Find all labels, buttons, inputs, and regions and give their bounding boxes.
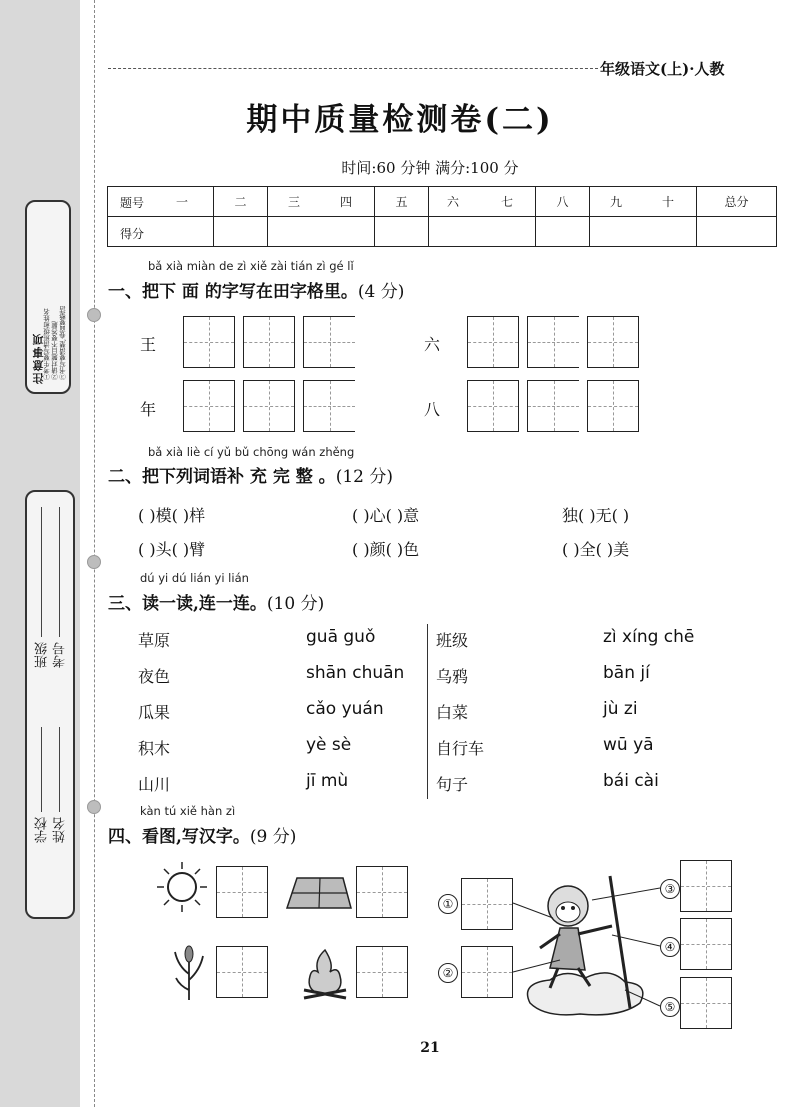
- col-10: 十: [662, 195, 675, 209]
- header-subject: 年级语文(上)·人教: [600, 60, 725, 78]
- idiom-blank[interactable]: ( )模( )样: [138, 506, 206, 525]
- exam-number-label: 考号: [53, 642, 68, 668]
- section4-pinyin: kàn tú xiě hàn zì: [140, 804, 236, 818]
- match-pinyin[interactable]: wū yā: [603, 735, 654, 755]
- section1-heading-text: 一、把下 面 的字写在田字格里。: [108, 282, 358, 302]
- col-1: 一: [176, 195, 189, 209]
- col-6: 六: [447, 195, 460, 209]
- match-word[interactable]: 白菜: [436, 703, 469, 722]
- match-word[interactable]: 句子: [436, 775, 469, 794]
- section1-pinyin: bǎ xià miàn de zì xiě zài tián zì gé lǐ: [148, 259, 354, 273]
- label-2: ②: [438, 963, 458, 983]
- picture-answer-box[interactable]: [461, 946, 513, 998]
- col-5: 五: [375, 187, 429, 217]
- copy-char-3: 年: [140, 400, 157, 419]
- match-word[interactable]: 自行车: [436, 739, 485, 758]
- match-word[interactable]: 夜色: [138, 667, 171, 686]
- note-item: ①考生要写清班级和姓名: [43, 308, 51, 380]
- label-4: ④: [660, 937, 680, 957]
- match-pinyin[interactable]: cǎo yuán: [306, 699, 384, 719]
- idiom-blank[interactable]: ( )心( )意: [352, 506, 420, 525]
- section3-heading-text: 三、读一读,连一连。: [108, 594, 267, 614]
- match-pinyin[interactable]: bān jí: [603, 663, 650, 683]
- match-word[interactable]: 山川: [138, 775, 171, 794]
- picture-answer-box[interactable]: [680, 918, 732, 970]
- section2-heading-text: 二、把下列词语补 充 完 整 。: [108, 467, 336, 487]
- page-number: 21: [420, 1040, 440, 1056]
- match-pinyin[interactable]: jī mù: [306, 771, 349, 791]
- section4-heading-text: 四、看图,写汉字。: [108, 827, 250, 847]
- label-3: ③: [660, 879, 680, 899]
- col-7: 七: [501, 195, 514, 209]
- section1-points: (4 分): [357, 282, 405, 302]
- exam-time-score: 时间:60 分钟 满分:100 分: [341, 159, 519, 177]
- row-label-question: 题号: [120, 196, 145, 210]
- match-pinyin[interactable]: zì xíng chē: [603, 627, 695, 647]
- picture-answer-box[interactable]: [680, 977, 732, 1029]
- label-5: ⑤: [660, 997, 680, 1017]
- note-item: ③书写要清楚,卷面要整洁: [59, 306, 67, 380]
- match-word[interactable]: 乌鸦: [436, 667, 469, 686]
- idiom-blank[interactable]: ( )头( )臂: [138, 540, 206, 559]
- match-word[interactable]: 草原: [138, 631, 171, 650]
- notes-title: 注意事项: [32, 332, 45, 384]
- copy-char-2: 六: [424, 335, 441, 354]
- match-pinyin[interactable]: jù zi: [603, 699, 638, 719]
- label-1: ①: [438, 894, 458, 914]
- idiom-blank[interactable]: ( )全( )美: [562, 540, 630, 559]
- copy-char-4: 八: [424, 400, 441, 419]
- col-total: 总分: [697, 187, 777, 217]
- col-4: 四: [340, 195, 353, 209]
- section3-pinyin: dú yi dú lián yi lián: [140, 571, 249, 585]
- col-9: 九: [610, 195, 623, 209]
- idiom-blank[interactable]: ( )颜( )色: [352, 540, 420, 559]
- name-label: 姓名: [53, 817, 68, 843]
- picture-answer-box[interactable]: [461, 878, 513, 930]
- match-pinyin[interactable]: yè sè: [306, 735, 352, 755]
- class-label: 班级: [35, 642, 50, 668]
- school-label: 学校: [35, 817, 50, 843]
- section2-points: (12 分): [335, 467, 393, 487]
- match-pinyin[interactable]: guā guǒ: [306, 627, 376, 647]
- col-3: 三: [288, 195, 301, 209]
- picture-answer-box[interactable]: [680, 860, 732, 912]
- row-label-score: 得分: [120, 227, 145, 241]
- section3-points: (10 分): [266, 594, 325, 614]
- match-pinyin[interactable]: shān chuān: [306, 663, 405, 683]
- match-word[interactable]: 积木: [138, 739, 171, 758]
- section2-pinyin: bǎ xià liè cí yǔ bǔ chōng wán zhěng: [148, 445, 355, 459]
- copy-char-1: 王: [140, 335, 157, 354]
- match-pinyin[interactable]: bái cài: [603, 771, 659, 791]
- match-word[interactable]: 瓜果: [138, 703, 171, 722]
- page-title: 期中质量检测卷(二): [246, 102, 554, 138]
- match-word[interactable]: 班级: [436, 631, 469, 650]
- note-item: ②请对题目不要答题: [51, 321, 59, 380]
- idiom-blank[interactable]: 独( )无( ): [562, 506, 630, 525]
- section4-points: (9 分): [249, 827, 297, 847]
- col-8: 八: [536, 187, 590, 217]
- col-2: 二: [214, 187, 268, 217]
